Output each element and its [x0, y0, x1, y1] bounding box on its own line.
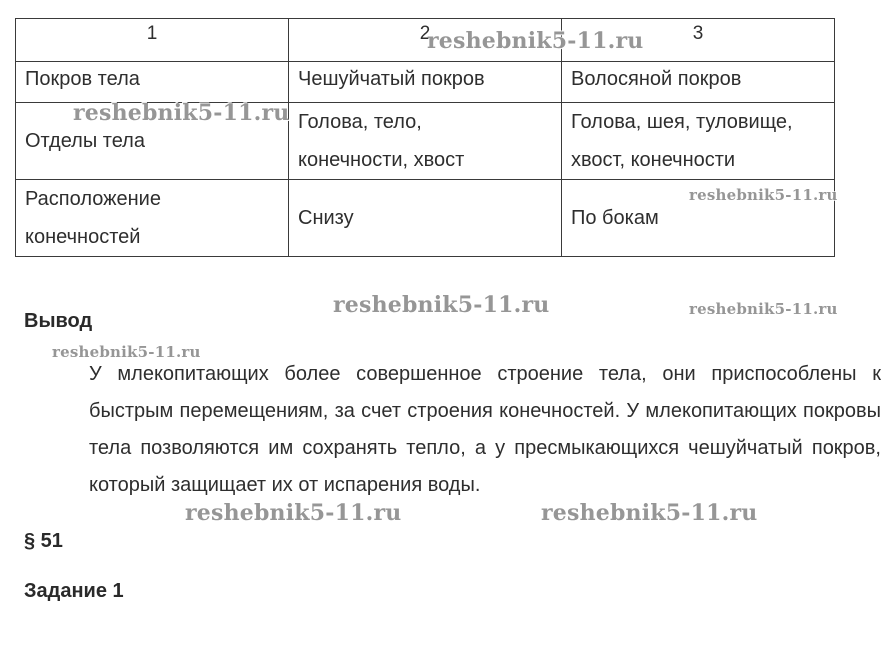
- table-cell: Голова, тело, конечности, хвост: [289, 103, 562, 180]
- table-cell: Расположение конечностей: [16, 180, 289, 257]
- comparison-table: [15, 18, 835, 257]
- watermark: reshebnik5-11.ru: [52, 343, 201, 361]
- watermark: reshebnik5-11.ru: [73, 100, 290, 126]
- header-cell: 3: [562, 19, 835, 62]
- watermark: reshebnik5-11.ru: [427, 28, 644, 54]
- watermark: reshebnik5-11.ru: [541, 500, 758, 526]
- table-cell: Чешуйчатый покров: [289, 62, 562, 103]
- table-cell: Покров тела: [16, 62, 289, 103]
- conclusion-paragraph: У млекопитающих более совершенное строение тела, они приспособлены к быстрым перемещениям, за счет строения конечностей. У млекопитающих покровы тела позволяются им сохранять тепло, а у пресмыкающихся чешуйчатый покров, который защищает их от испарения воды.: [89, 363, 881, 496]
- conclusion-title: Вывод: [24, 310, 93, 332]
- table-cell: Голова, шея, туловище, хвост, конечности: [562, 103, 835, 180]
- watermark: reshebnik5-11.ru: [333, 292, 550, 318]
- table-cell: Снизу: [289, 180, 562, 257]
- watermark: reshebnik5-11.ru: [185, 500, 402, 526]
- header-cell: 2: [289, 19, 562, 62]
- table-cell: Отделы тела: [16, 103, 289, 180]
- table-header-row: [16, 19, 835, 62]
- task-title: Задание 1: [24, 580, 124, 602]
- watermark: reshebnik5-11.ru: [689, 186, 838, 204]
- table-row: [16, 62, 835, 103]
- table-cell: По бокам: [562, 180, 835, 257]
- watermark: reshebnik5-11.ru: [689, 300, 838, 318]
- table-cell: Волосяной покров: [562, 62, 835, 103]
- header-cell: 1: [16, 19, 289, 62]
- section-number: § 51: [24, 530, 63, 552]
